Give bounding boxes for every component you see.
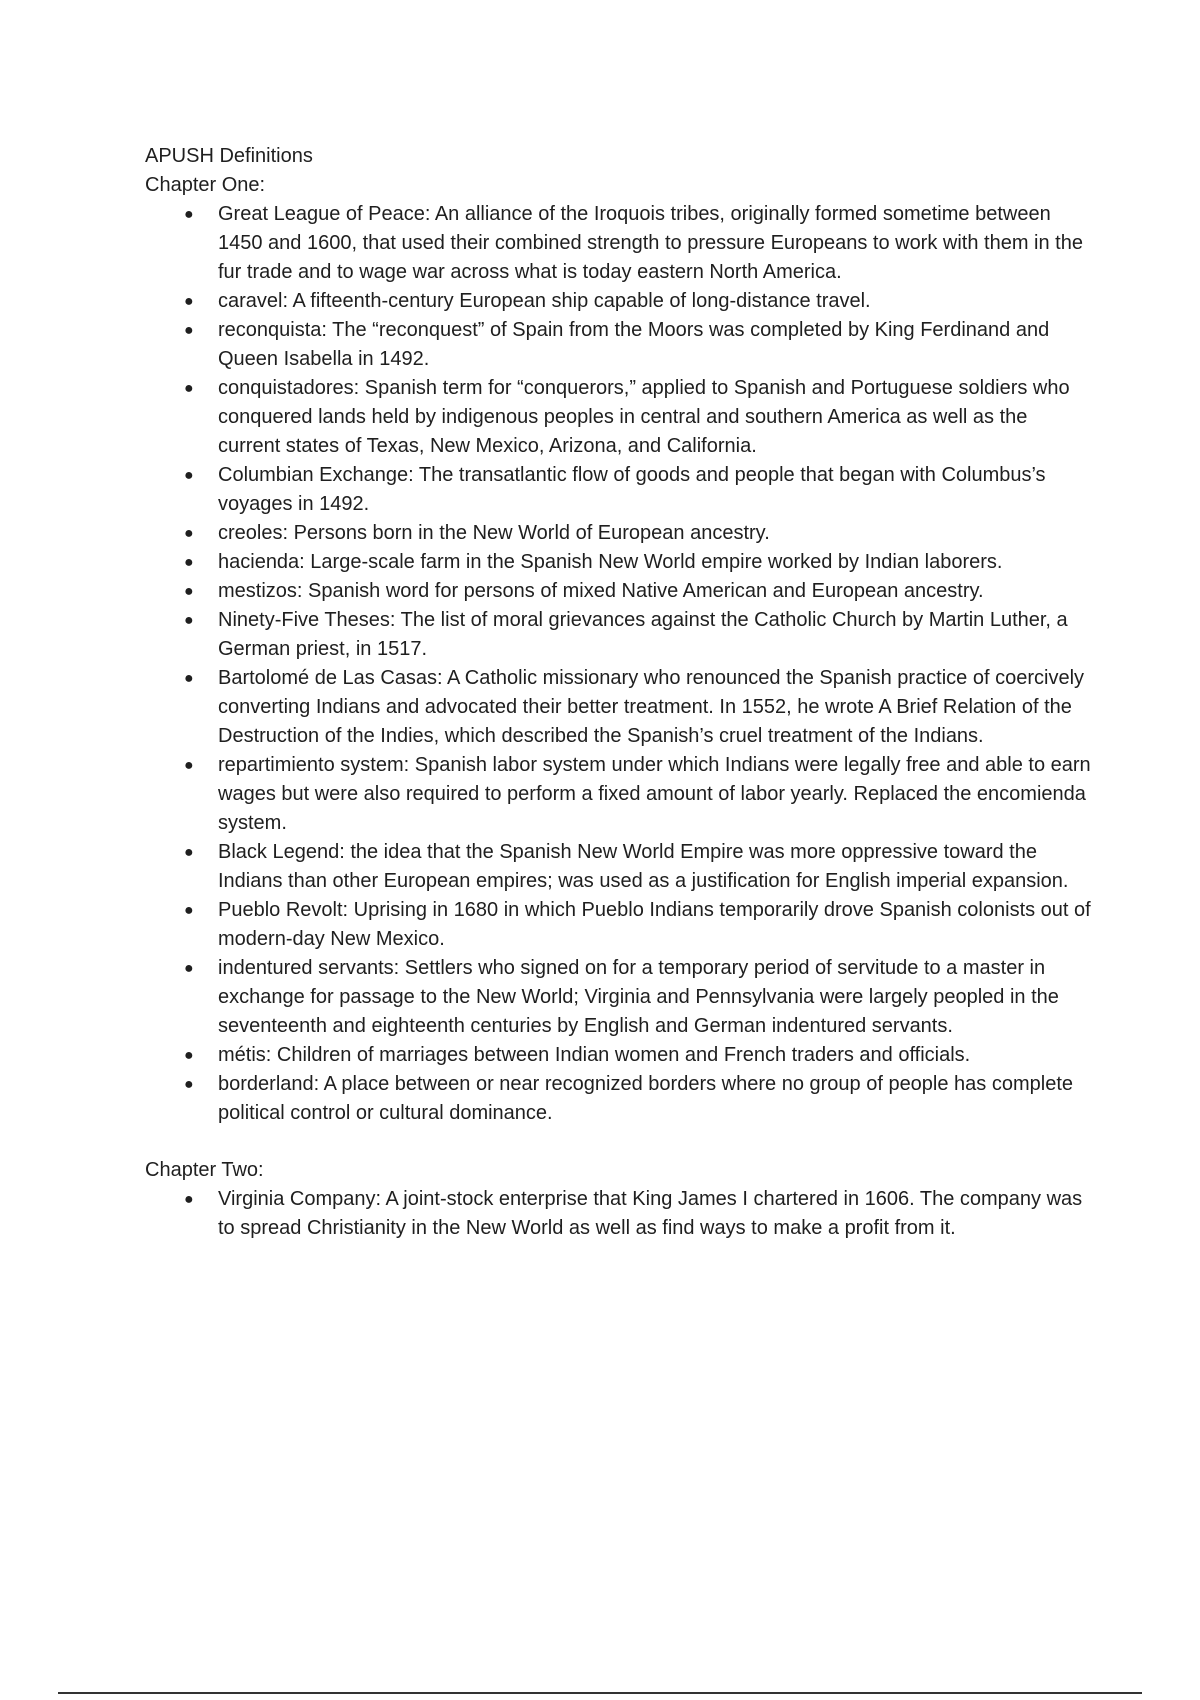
chapter-heading: Chapter One: xyxy=(145,174,266,196)
bullet-icon: ● xyxy=(184,525,194,542)
definition-item xyxy=(145,374,1095,461)
definition-list xyxy=(145,1185,1095,1243)
bullet-icon: ● xyxy=(184,206,194,223)
definition-item xyxy=(145,200,1095,287)
definition-item xyxy=(145,287,1095,316)
definition-item xyxy=(145,838,1095,896)
definition-text: Virginia Company: A joint-stock enterprise that King James I chartered in 1606. The company was to spread Christianity in the New World as well as find ways to make a profit from it. xyxy=(218,1188,1083,1239)
definition-item xyxy=(145,751,1095,838)
definition-item xyxy=(145,896,1095,954)
definition-item xyxy=(145,954,1095,1041)
definition-item xyxy=(145,548,1095,577)
definition-item xyxy=(145,1041,1095,1070)
definition-text: reconquista: The “reconquest” of Spain from the Moors was completed by King Ferdinand and Queen Isabella in 1492. xyxy=(218,319,1050,370)
chapter-section xyxy=(145,171,1095,1128)
definition-text: repartimiento system: Spanish labor system under which Indians were legally free and able to earn wages but were also required to perform a fixed amount of labor yearly. Replaced the encomienda system. xyxy=(218,754,1091,834)
bullet-icon: ● xyxy=(184,554,194,571)
definition-item xyxy=(145,606,1095,664)
bullet-icon: ● xyxy=(184,380,194,397)
definition-item xyxy=(145,577,1095,606)
definition-text: Columbian Exchange: The transatlantic flow of goods and people that began with Columbus’s voyages in 1492. xyxy=(218,464,1046,515)
bullet-icon: ● xyxy=(184,467,194,484)
definition-list xyxy=(145,200,1095,1128)
bullet-icon: ● xyxy=(184,960,194,977)
bullet-icon: ● xyxy=(184,1076,194,1093)
definition-item xyxy=(145,461,1095,519)
bullet-icon: ● xyxy=(184,757,194,774)
definition-text: Great League of Peace: An alliance of the Iroquois tribes, originally formed sometime between 1450 and 1600, that used their combined strength to pressure Europeans to work with them in the fur trade and to wage war across what is today eastern North America. xyxy=(218,203,1083,283)
definition-text: Black Legend: the idea that the Spanish New World Empire was more oppressive toward the Indians than other European empires; was used as a justification for English imperial expansion. xyxy=(218,841,1069,892)
definition-item xyxy=(145,316,1095,374)
definition-text: Pueblo Revolt: Uprising in 1680 in which Pueblo Indians temporarily drove Spanish colonists out of modern-day New Mexico. xyxy=(218,899,1091,950)
definition-text: Bartolomé de Las Casas: A Catholic missionary who renounced the Spanish practice of coercively converting Indians and advocated their better treatment. In 1552, he wrote A Brief Relation of the Destruction of the Indies, which described the Spanish’s cruel treatment of the Indians. xyxy=(218,667,1085,747)
chapter-section xyxy=(145,1156,1095,1243)
document-page xyxy=(145,142,1095,1243)
definition-text: indentured servants: Settlers who signed on for a temporary period of servitude to a master in exchange for passage to the New World; Virginia and Pennsylvania were largely peopled in the seventeenth and eighteenth centuries by English and German indentured servants. xyxy=(218,957,1059,1037)
bullet-icon: ● xyxy=(184,293,194,310)
bullet-icon: ● xyxy=(184,612,194,629)
document-title: APUSH Definitions xyxy=(145,145,313,167)
page-bottom-divider xyxy=(58,1692,1142,1694)
sections-container xyxy=(145,171,1095,1243)
definition-text: Ninety-Five Theses: The list of moral grievances against the Catholic Church by Martin Luther, a German priest, in 1517. xyxy=(218,609,1068,660)
definition-item xyxy=(145,664,1095,751)
definition-item xyxy=(145,519,1095,548)
definition-text: conquistadores: Spanish term for “conquerors,” applied to Spanish and Portuguese soldiers who conquered lands held by indigenous peoples in central and southern America as well as the current states of Texas, New Mexico, Arizona, and California. xyxy=(218,377,1070,457)
definition-text: caravel: A fifteenth-century European ship capable of long-distance travel. xyxy=(218,290,871,312)
definition-item xyxy=(145,1070,1095,1128)
bullet-icon: ● xyxy=(184,670,194,687)
bullet-icon: ● xyxy=(184,322,194,339)
definition-text: hacienda: Large-scale farm in the Spanish New World empire worked by Indian laborers. xyxy=(218,551,1003,573)
definition-text: mestizos: Spanish word for persons of mixed Native American and European ancestry. xyxy=(218,580,984,602)
bullet-icon: ● xyxy=(184,583,194,600)
bullet-icon: ● xyxy=(184,1191,194,1208)
bullet-icon: ● xyxy=(184,1047,194,1064)
definition-text: creoles: Persons born in the New World of European ancestry. xyxy=(218,522,770,544)
definition-text: borderland: A place between or near recognized borders where no group of people has complete political control or cultural dominance. xyxy=(218,1073,1074,1124)
definition-item xyxy=(145,1185,1095,1243)
chapter-heading: Chapter Two: xyxy=(145,1159,264,1181)
bullet-icon: ● xyxy=(184,844,194,861)
definition-text: métis: Children of marriages between Indian women and French traders and officials. xyxy=(218,1044,971,1066)
bullet-icon: ● xyxy=(184,902,194,919)
